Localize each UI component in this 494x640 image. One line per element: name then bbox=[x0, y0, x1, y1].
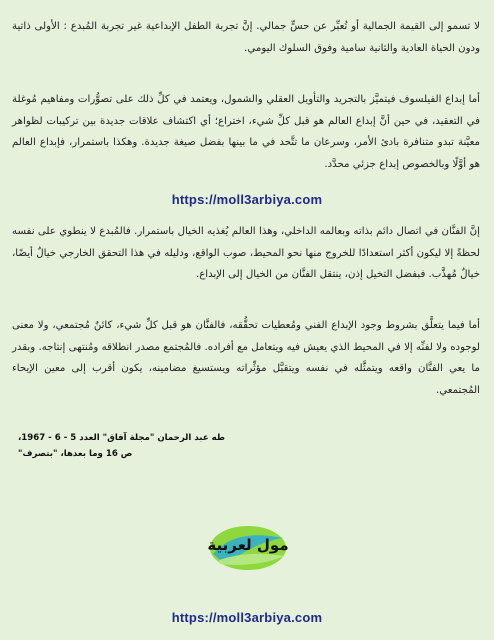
paragraph-2: أما إبداع الفيلسوف فيتميَّز بالتجريد والتأويل العقلي والشمول، ويعتمد في كلِّ ذلك على تصوُّرات ومفاهيم مُوغلة في التعقيد، في حين أنَّ إبداع العالم هو قبل كلِّ شيء، اختراع؛ أي اكتشاف علاقات جديدة بين تركيبات لظواهر معيَّنة تبدو متنافرة بادئ الأمر، وسرعان ما تتَّحد في ما بينها بفضل صيغة جديدة. وهكذا باستمرار، فإبداع العالم هو أوَّلًا وبالخصوص إبداع جزئي محدَّد. bbox=[12, 94, 480, 170]
paragraph-3: إنَّ الفنَّان في اتصال دائم بذاته وبعالمه الداخلي، وهذا العالم يُغذيه الخيال باستمرار. فالمُبدع لا ينطوي على نفسه لحظةً إلا ليكون أكثر استعدادًا للخروج منها نحو المحيط، صوب الواقع، ودليله في هذا التحقق الخارجي خيالٌ أيضًا، خيالٌ مُهذَّب. فبفضل التخيل إذن، ينتقل الفنَّان من الخيال إلى الإبداع. bbox=[12, 226, 480, 281]
paragraph-4: أما فيما يتعلَّق بشروط وجود الإبداع الفني ومُعطيات تحقُّقه، فالفنَّان هو قبل كلِّ شيء، كائنٌ مُجتمعي، ولا معنى لوجوده ولا لفنِّه إلا في المحيط الذي يعيش فيه ويتعامل مع أفراده. فالمُجتمع مصدر انطلاقه ومُنتهى إنتاجه. وبقدر ما يعي الفنَّان واقعه ويتمثَّله في نفسه ويتقبَّل مؤثِّراته ويستسيغ مضامينه، يكون أقرب إلى معين الإيحاء المُجتمعي. bbox=[12, 320, 480, 396]
citation-line-2: ص 16 وما بعدها، "بتصرف" bbox=[18, 449, 133, 459]
citation-line-1: طه عبد الرحمان "مجلة آفاق" العدد 5 - 6 - 1967، bbox=[18, 433, 225, 443]
site-logo bbox=[205, 520, 291, 578]
logo-text: مول لعربية bbox=[207, 536, 289, 554]
website-watermark-bottom[interactable]: https://moll3arbiya.com bbox=[171, 610, 323, 625]
website-watermark-top[interactable]: https://moll3arbiya.com bbox=[171, 192, 323, 207]
paragraph-1: لا تسمو إلى القيمة الجمالية أو تُعبِّر عن حسٍّ جمالي. إنَّ تجربة الطفل الإبداعية غير تجربة المُبدع : الأولى ذاتية ودون الحياة العادية والثانية سامية وفوق السلوك اليومي. bbox=[12, 21, 480, 54]
